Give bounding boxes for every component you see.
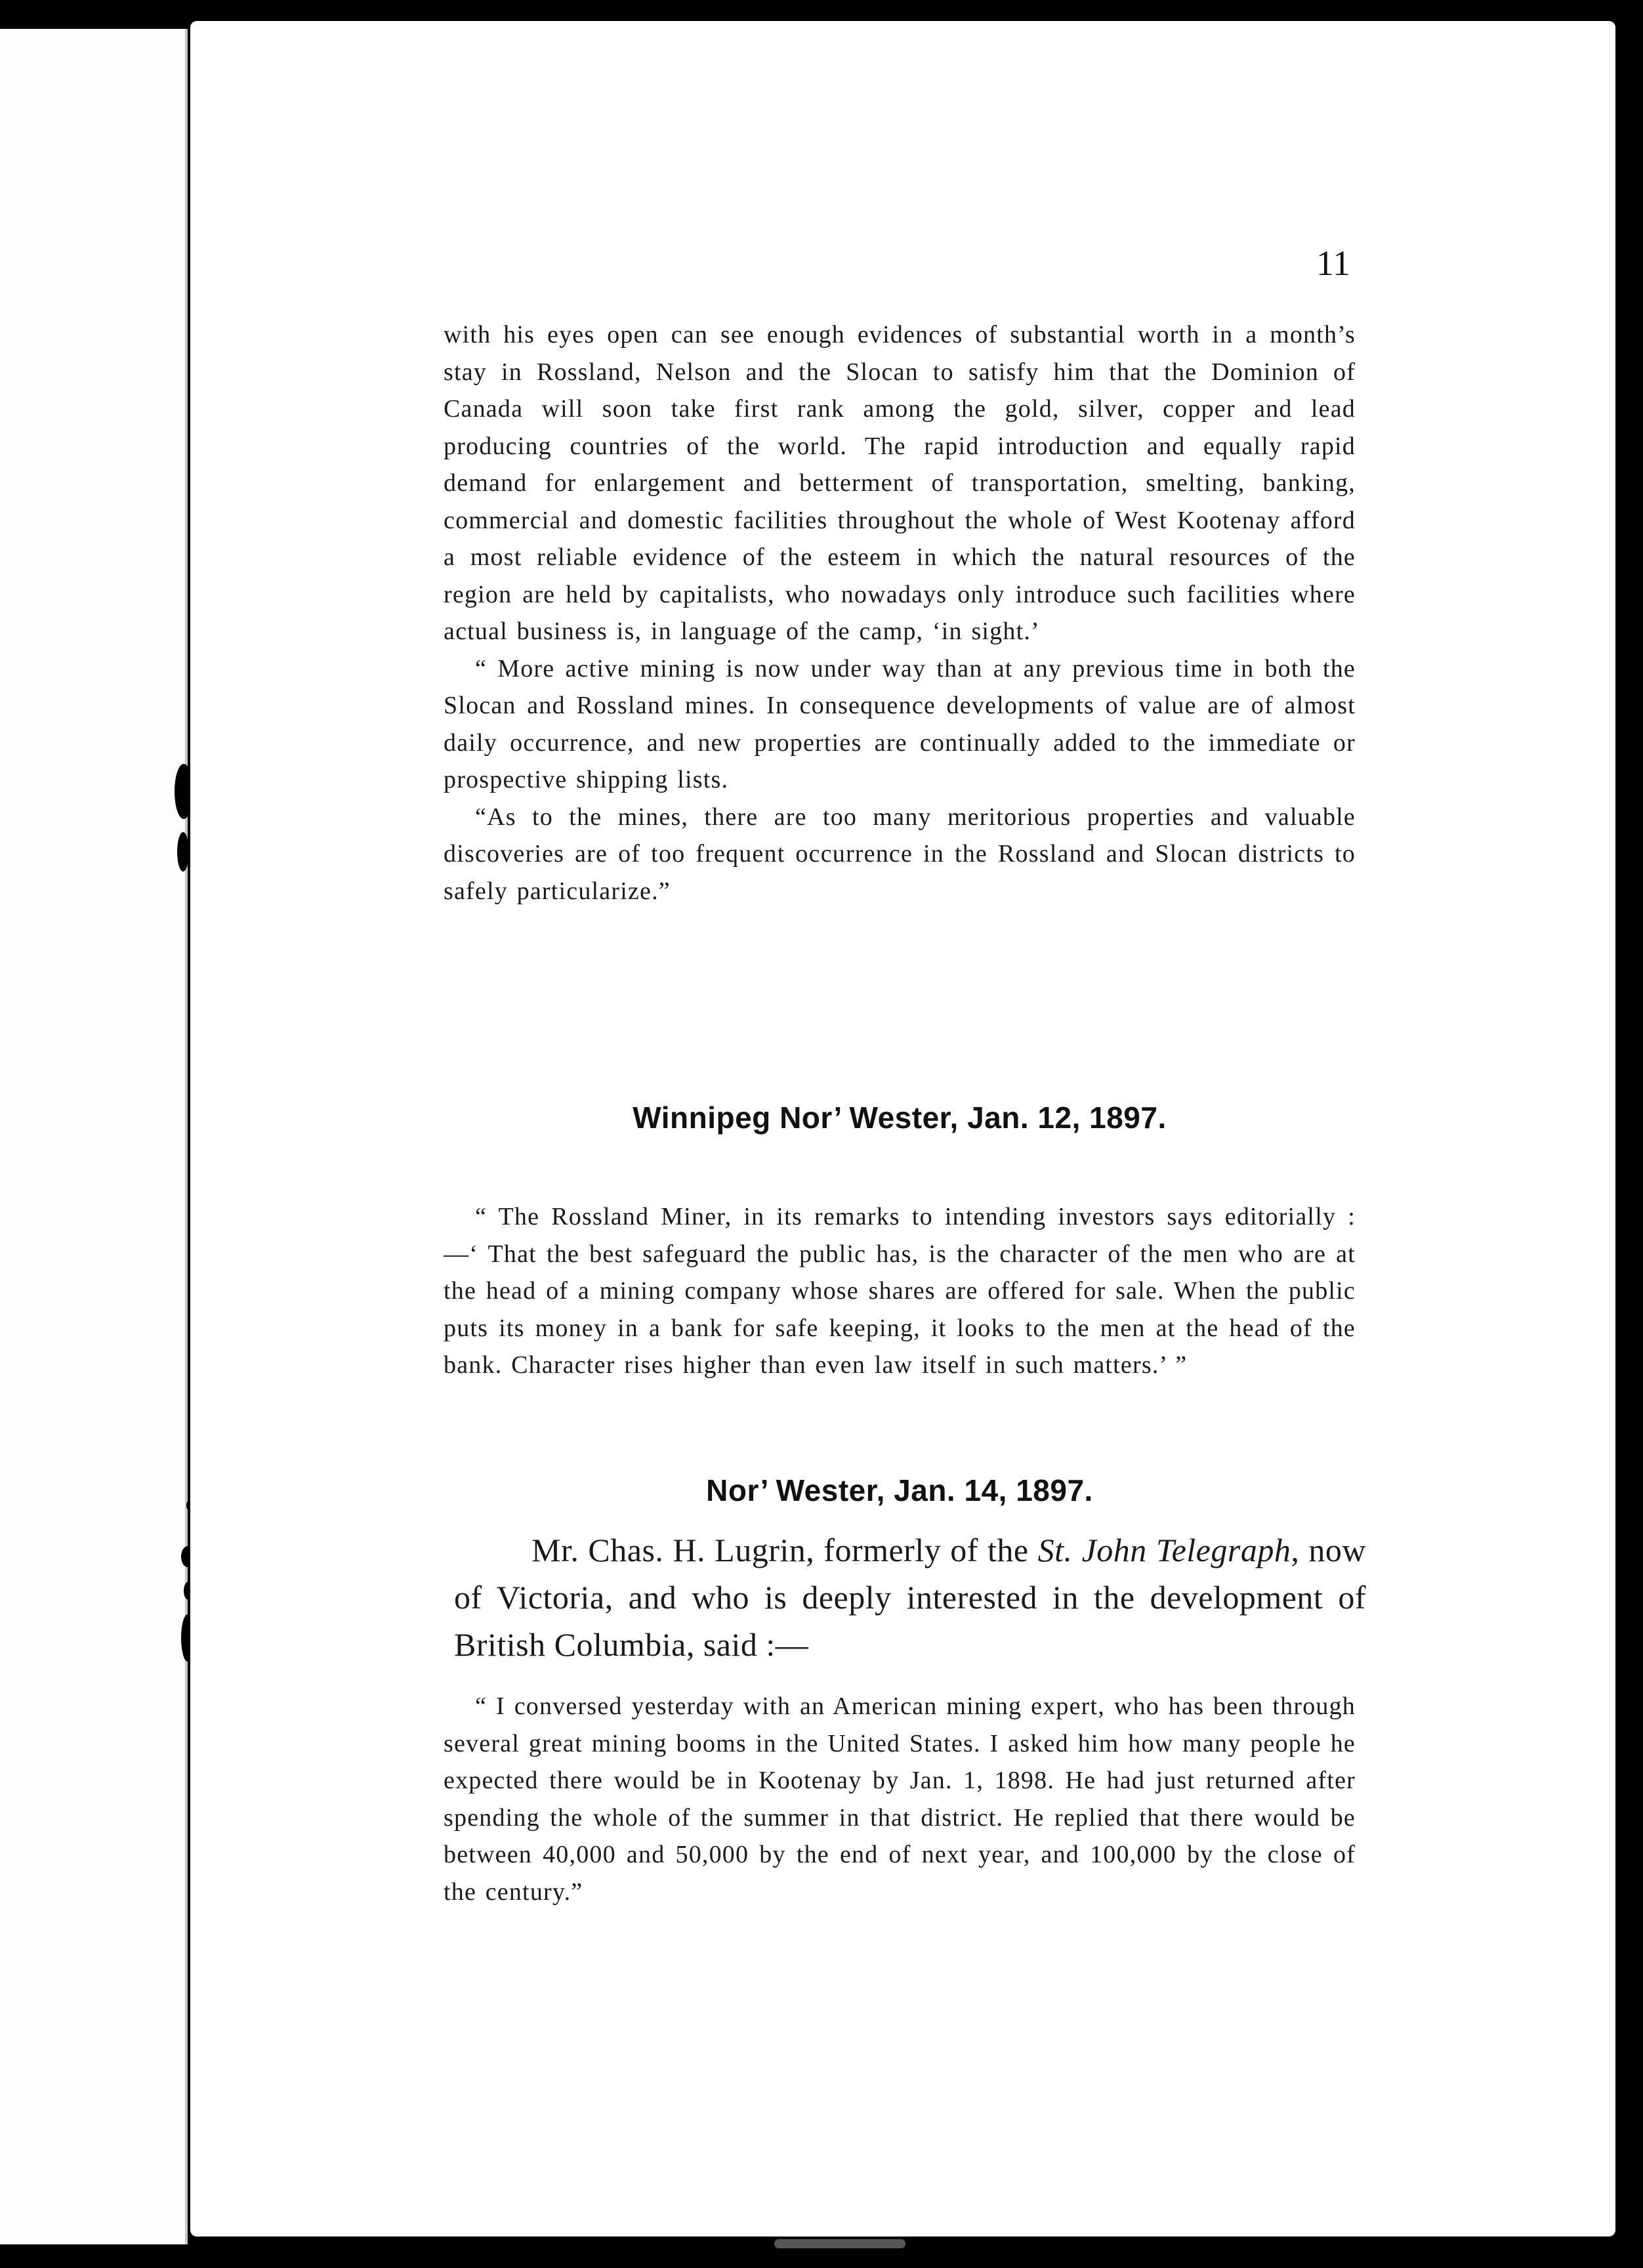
quote-paragraph: “ I conversed yesterday with an American mining expert, who has been through several great mining booms in the United States. I asked him how many people he expected there would be in Kootenay by Jan. 1, 1898. He had just returned after spending the whole of the summer in that district. He replied that there would be between 40,000 and 50,000 by the end of next year, and 100,000 by the close of the century.”	[444, 1692, 1356, 1906]
intro-text: , now of Victoria, and who is deeply interested in the development of British Columbia, said :—	[454, 1532, 1367, 1663]
section-heading: Winnipeg Nor’ Wester, Jan. 12, 1897.	[633, 1101, 1167, 1135]
intro-text: Mr. Chas. H. Lugrin, formerly of the	[531, 1532, 1038, 1568]
facing-page-edge	[0, 29, 188, 2244]
section-heading: Nor’ Wester, Jan. 14, 1897.	[706, 1473, 1093, 1507]
quote-paragraph: “ The Rossland Miner, in its remarks to intending investors says editorially :—‘ That the best safeguard the public has, is the character of the men who are at the head of a mining company whose shares are offered for sale. When the public puts its money in a bank for safe keeping, it looks to the men at the head of the bank. Character rises higher than even law itself in such matters.’ ”	[444, 1203, 1356, 1379]
page-number: 11	[1316, 243, 1350, 283]
continuation-paragraph: with his eyes open can see enough evidences of substantial worth in a month’s stay in Rossland, Nelson and the Slocan to satisfy him that the Dominion of Canada will soon take first rank among the gold, silver, copper and lead producing countries of the world. The rapid introduction and equally rapid demand for enlargement and betterment of transportation, smelting, banking, commercial and domestic facilities throughout the whole of West Kootenay afford a most reliable evidence of the esteem in which the natural resources of the region are held by capitalists, who nowadays only introduce such facilities where actual business is, in language of the camp, ‘in sight.’	[444, 321, 1356, 645]
scan-artifact	[774, 2239, 905, 2248]
intro-paragraph	[454, 1526, 1366, 1668]
section-text	[444, 1688, 1356, 1910]
section-text	[444, 1198, 1356, 1384]
binding-mark	[433, 0, 512, 17]
binding-mark	[177, 832, 189, 872]
newspaper-title: St. John Telegraph	[1037, 1532, 1291, 1568]
quote-paragraph: “ More active mining is now under way than at any previous time in both the Slocan and Rossland mines. In consequence developments of value are of almost daily occurrence, and new properties are continually added to the immediate or prospective shipping lists.	[444, 654, 1356, 793]
continuation-text	[444, 316, 1356, 910]
quote-paragraph: “As to the mines, there are too many meritorious properties and valuable discoveries are of too frequent occurrence in the Rossland and Slocan districts to safely particularize.”	[444, 803, 1356, 905]
